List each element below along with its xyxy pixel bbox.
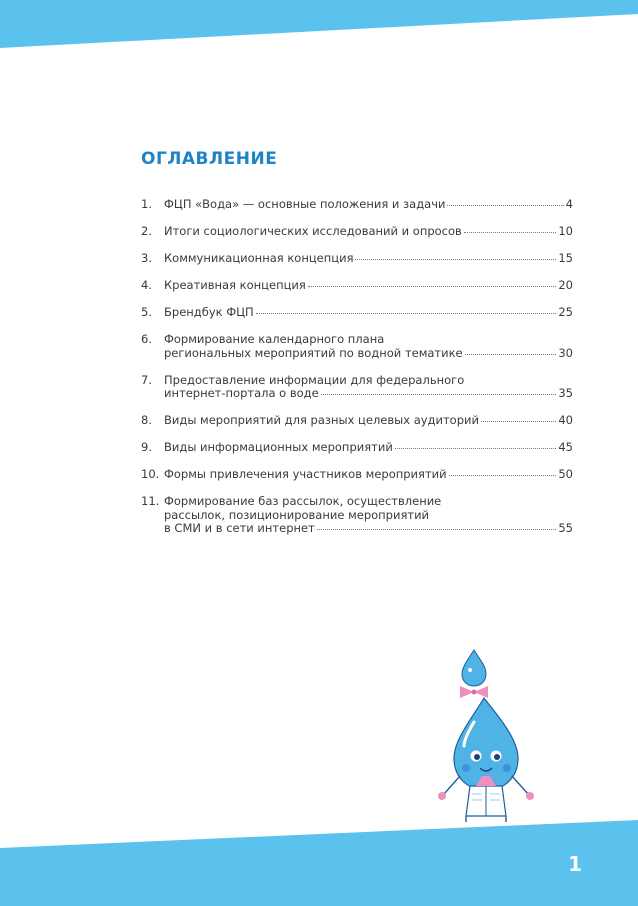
water-drop-mascot-icon xyxy=(436,644,540,824)
toc-entry-title-line: Брендбук ФЦП xyxy=(164,305,254,319)
bottom-decorative-band xyxy=(0,820,638,906)
toc-entry-title-line: Формирование баз рассылок, осуществление xyxy=(164,494,442,508)
toc-entry-page: 10 xyxy=(558,224,573,238)
toc-entry-number: 1. xyxy=(141,197,152,211)
toc-dot-leader xyxy=(447,204,563,206)
toc-list xyxy=(141,198,573,549)
toc-entry[interactable] xyxy=(141,414,573,428)
toc-entry-number: 7. xyxy=(141,372,152,387)
toc-entry[interactable] xyxy=(141,374,573,401)
toc-dot-leader xyxy=(317,528,557,530)
toc-entry-title-line: Формирование календарного плана xyxy=(164,332,385,346)
toc-entry-page: 35 xyxy=(558,386,573,400)
toc-entry-title-line: Итоги социологических исследований и опросов xyxy=(164,224,462,238)
toc-entry-title-line: региональных мероприятий по водной тематике xyxy=(164,345,463,360)
toc-entry-page: 25 xyxy=(558,305,573,319)
toc-entry-title-line: в СМИ и в сети интернет xyxy=(164,521,315,535)
toc-entry-page: 4 xyxy=(565,197,573,211)
toc-entry-number: 5. xyxy=(141,305,152,319)
toc-entry-number: 10. xyxy=(141,467,160,481)
page-number: 1 xyxy=(568,852,582,876)
toc-entry[interactable] xyxy=(141,198,573,212)
toc-entry-number: 11. xyxy=(141,494,160,508)
toc-entry[interactable] xyxy=(141,225,573,239)
toc-entry[interactable] xyxy=(141,441,573,455)
toc-entry-page: 45 xyxy=(558,440,573,454)
toc-entry-title-line: Креативная концепция xyxy=(164,278,306,292)
toc-entry-page: 30 xyxy=(558,345,573,360)
toc-dot-leader xyxy=(308,285,557,287)
toc-entry-title-line: Коммуникационная концепция xyxy=(164,251,354,265)
toc-entry[interactable] xyxy=(141,495,573,536)
toc-dot-leader xyxy=(321,393,557,395)
toc-dot-leader xyxy=(481,420,556,422)
toc-entry-title-line: ФЦП «Вода» — основные положения и задачи xyxy=(164,197,446,211)
toc-title: ОГЛАВЛЕНИЕ xyxy=(141,149,278,169)
toc-entry-page: 55 xyxy=(558,521,573,535)
toc-dot-leader xyxy=(355,258,556,260)
toc-entry-number: 3. xyxy=(141,251,152,265)
toc-entry[interactable] xyxy=(141,279,573,293)
toc-entry-title-line: Формы привлечения участников мероприятий xyxy=(164,467,447,481)
toc-entry-page: 15 xyxy=(558,251,573,265)
toc-dot-leader xyxy=(464,231,557,233)
toc-entry[interactable] xyxy=(141,306,573,320)
toc-entry-number: 9. xyxy=(141,440,152,454)
toc-dot-leader xyxy=(449,474,557,476)
toc-entry-title-line: интернет-портала о воде xyxy=(164,386,319,400)
toc-entry-page: 20 xyxy=(558,278,573,292)
toc-entry[interactable] xyxy=(141,252,573,266)
toc-entry-title-line: Виды информационных мероприятий xyxy=(164,440,393,454)
toc-dot-leader xyxy=(395,447,557,449)
toc-entry-number: 4. xyxy=(141,278,152,292)
toc-entry-page: 50 xyxy=(558,467,573,481)
toc-entry-number: 6. xyxy=(141,332,152,346)
toc-entry[interactable] xyxy=(141,333,573,360)
toc-dot-leader xyxy=(256,312,557,314)
toc-entry-title-line: рассылок, позиционирование мероприятий xyxy=(164,507,430,522)
toc-entry-page: 40 xyxy=(558,413,573,427)
toc-entry-number: 8. xyxy=(141,413,152,427)
top-decorative-band xyxy=(0,0,638,48)
toc-entry-title-line: Виды мероприятий для разных целевых аудиторий xyxy=(164,413,479,427)
toc-entry-number: 2. xyxy=(141,224,152,238)
toc-dot-leader xyxy=(465,353,557,355)
toc-entry-title-line: Предоставление информации для федерального xyxy=(164,372,465,387)
toc-entry[interactable] xyxy=(141,468,573,482)
